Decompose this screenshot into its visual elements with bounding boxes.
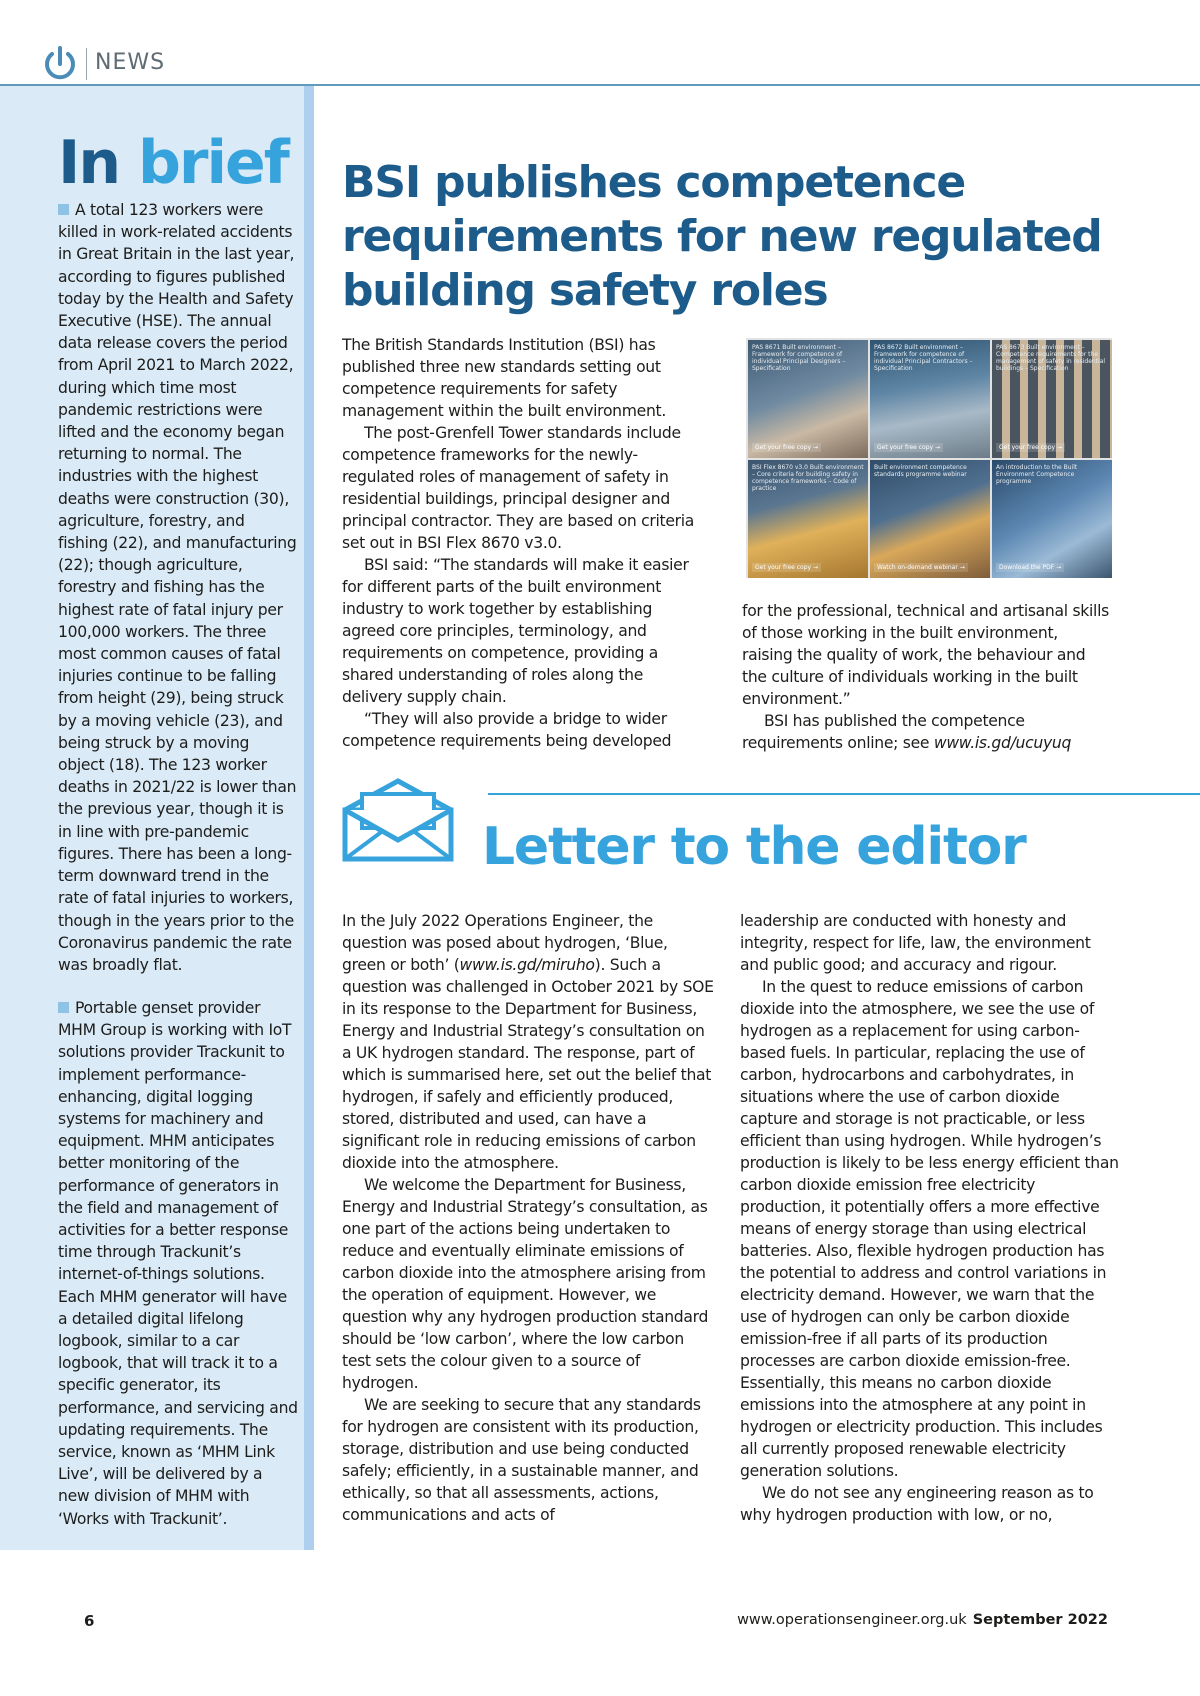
bsi-standards-image xyxy=(746,338,1112,578)
sidebar-edge xyxy=(304,86,314,1550)
tile-cta: Get your free copy → xyxy=(996,443,1065,452)
power-icon xyxy=(42,44,78,82)
footer-date: September 2022 xyxy=(972,1612,1108,1628)
section-label: NEWS xyxy=(95,50,166,75)
image-tile xyxy=(748,340,868,458)
brief-item-hse xyxy=(58,199,298,976)
paragraph: BSI said: “The standards will make it easier for different parts of the built environment industry to work together by establishing agreed core principles, terminology, and requirements on competence, providing a shared understanding of roles along the delivery supply chain. xyxy=(342,556,689,706)
paragraph-text: In the July 2022 Operations Engineer, the question was posed about hydrogen, ‘Blue, green or both’ ( xyxy=(342,912,668,974)
tile-caption: PAS 8672 Built environment – Framework for competence of individual Principal Contractors – Specification xyxy=(874,344,973,372)
envelope-icon xyxy=(342,778,454,862)
tile-caption: PAS 8671 Built environment – Framework for competence of individual Principal Designers – Specification xyxy=(752,344,846,372)
in-brief-title xyxy=(58,130,288,196)
bsi-body-left xyxy=(342,334,702,752)
paragraph: for the professional, technical and artisanal skills of those working in the built environment, raising the quality of work, the behaviour and the culture of individuals working in the built environment.” xyxy=(742,602,1109,708)
tile-cta: Get your free copy → xyxy=(874,443,943,452)
paragraph-text: BSI has published the competence requirements online; see xyxy=(742,712,1025,752)
footer-url[interactable]: www.operationsengineer.org.uk xyxy=(737,1612,967,1628)
tile-caption: Built environment competence standards programme webinar xyxy=(874,464,967,478)
bullet-square-icon xyxy=(58,204,69,215)
in-brief-title-word1: In xyxy=(58,128,120,198)
in-brief-title-word2: brief xyxy=(137,128,288,198)
miruho-link[interactable]: www.is.gd/miruho xyxy=(459,956,595,974)
paragraph: “They will also provide a bridge to wider competence requirements being developed xyxy=(342,710,672,750)
letter-body-left xyxy=(342,910,714,1526)
paragraph: In the quest to reduce emissions of carbon dioxide into the atmosphere, we see the use of hydrogen as a replacement for using carbon-based fuels. In particular, replacing the use of carbon, hydrocarbons and carbohydrates, in situations where the use of carbon dioxide capture and storage is not practicable, or less efficient than using hydrogen. While hydrogen’s production is likely to be less energy efficient than carbon dioxide emission free electricity production, it potentially offers a more effective means of energy storage than using electrical batteries. Also, flexible hydrogen production has the potential to address and control variations in electricity demand. However, we warn that the use of hydrogen can only be carbon dioxide emission-free if all parts of its production processes are carbon dioxide emission-free. Essentially, this means no carbon dioxide emissions into the atmosphere at any point in hydrogen or electricity production. This includes all currently proposed renewable electricity generation solutions. xyxy=(740,978,1119,1480)
brief-item-text: A total 123 workers were killed in work-related accidents in Great Britain in the last year, according to figures published today by the Health and Safety Executive (HSE). The annual data release covers the period from April 2021 to March 2022, during which time most pandemic restrictions were lifted and the economy began returning to normal. The industries with the highest deaths were construction (30), agriculture, forestry, and fishing (22), and manufacturing (22); though agriculture, forestry and fishing has the highest rate of fatal injury per 100,000 workers. The three most common causes of fatal injuries continue to be falling from height (29), being struck by a moving vehicle (23), and being struck by a moving object (18). The 123 worker deaths in 2021/22 is lower than the previous year, though it is in line with pre-pandemic figures. There has been a long-term downward trend in the rate of fatal injuries to workers, though in the years prior to the Coronavirus pandemic the rate was broadly flat. xyxy=(58,201,297,974)
bsi-headline: BSI publishes competence requirements for new regulated building safety roles xyxy=(342,157,1102,316)
header-separator xyxy=(86,48,87,80)
tile-caption: BSI Flex 8670 v3.0 Built environment – Core criteria for building safety in competence frameworks – Code of practice xyxy=(752,464,864,492)
bsi-body-right xyxy=(742,600,1112,754)
tile-cta: Download the PDF → xyxy=(996,563,1064,572)
image-tile xyxy=(748,460,868,578)
page-number: 6 xyxy=(84,1612,95,1630)
image-tile xyxy=(870,340,990,458)
tile-caption: An introduction to the Built Environment Competence programme xyxy=(996,464,1078,485)
tile-cta: Get your free copy → xyxy=(752,563,821,572)
paragraph: We welcome the Department for Business, Energy and Industrial Strategy’s consultation, as one part of the actions being undertaken to reduce and eventually eliminate emissions of carbon dioxide into the atmosphere arising from the operation of equipment. However, we question why any hydrogen production standard should be ‘low carbon’, where the low carbon test sets the colour given to a source of hydrogen. xyxy=(342,1176,709,1392)
brief-item-mhm xyxy=(58,997,298,1530)
brief-item-text: Portable genset provider MHM Group is working with IoT solutions provider Trackunit to implement performance-enhancing, digital logging systems for machinery and equipment. MHM anticipates better monitoring of the performance of generators in the field and management of activities for a better response time through Trackunit’s internet-of-things solutions. Each MHM generator will have a detailed digital lifelong logbook, similar to a car logbook, that will track it to a specific generator, its performance, and servicing and updating requirements. The service, known as ‘MHM Link Live’, will be delivered by a new division of MHM with ‘Works with Trackunit’. xyxy=(58,999,298,1528)
letter-title: Letter to the editor xyxy=(482,817,1026,877)
image-tile xyxy=(870,460,990,578)
bullet-square-icon xyxy=(58,1002,69,1013)
paragraph: The post-Grenfell Tower standards include competence frameworks for the newly-regulated roles of management of safety in residential buildings, principal designer and principal contractor. They are based on criteria set out in BSI Flex 8670 v3.0. xyxy=(342,424,695,552)
paragraph: We do not see any engineering reason as to why hydrogen production with low, or no, xyxy=(740,1484,1094,1524)
paragraph: leadership are conducted with honesty and integrity, respect for life, law, the environment and public good; and accuracy and rigour. xyxy=(740,912,1091,974)
bsi-link[interactable]: www.is.gd/ucuyuq xyxy=(933,734,1072,752)
page-header xyxy=(0,0,1200,86)
tile-cta: Get your free copy → xyxy=(752,443,821,452)
image-tile xyxy=(992,460,1112,578)
tile-caption: PAS 8673 Built environment – Competence requirements for the management of safety in residential buildings – Specification xyxy=(996,344,1106,372)
image-tile xyxy=(992,340,1112,458)
letter-section-rule xyxy=(488,793,1200,795)
footer-info xyxy=(737,1612,1108,1628)
tile-cta: Watch on-demand webinar → xyxy=(874,563,968,572)
paragraph: The British Standards Institution (BSI) has published three new standards setting out competence requirements for safety management within the built environment. xyxy=(342,336,667,420)
paragraph: We are seeking to secure that any standards for hydrogen are consistent with its production, storage, distribution and use being conducted safely; efficiently, in a sustainable manner, and ethically, so that all assessments, actions, communications and acts of xyxy=(342,1396,701,1524)
paragraph xyxy=(342,910,714,1174)
paragraph-text: ). Such a question was challenged in October 2021 by SOE in its response to the Department for Business, Energy and Industrial Strategy’s consultation on a UK hydrogen standard. The response, part of which is summarised here, set out the belief that hydrogen, if safely and efficiently produced, stored, distributed and used, can have a significant role in reducing emissions of carbon dioxide into the atmosphere. xyxy=(342,956,714,1172)
letter-body-right xyxy=(740,910,1120,1526)
paragraph xyxy=(742,710,1112,754)
